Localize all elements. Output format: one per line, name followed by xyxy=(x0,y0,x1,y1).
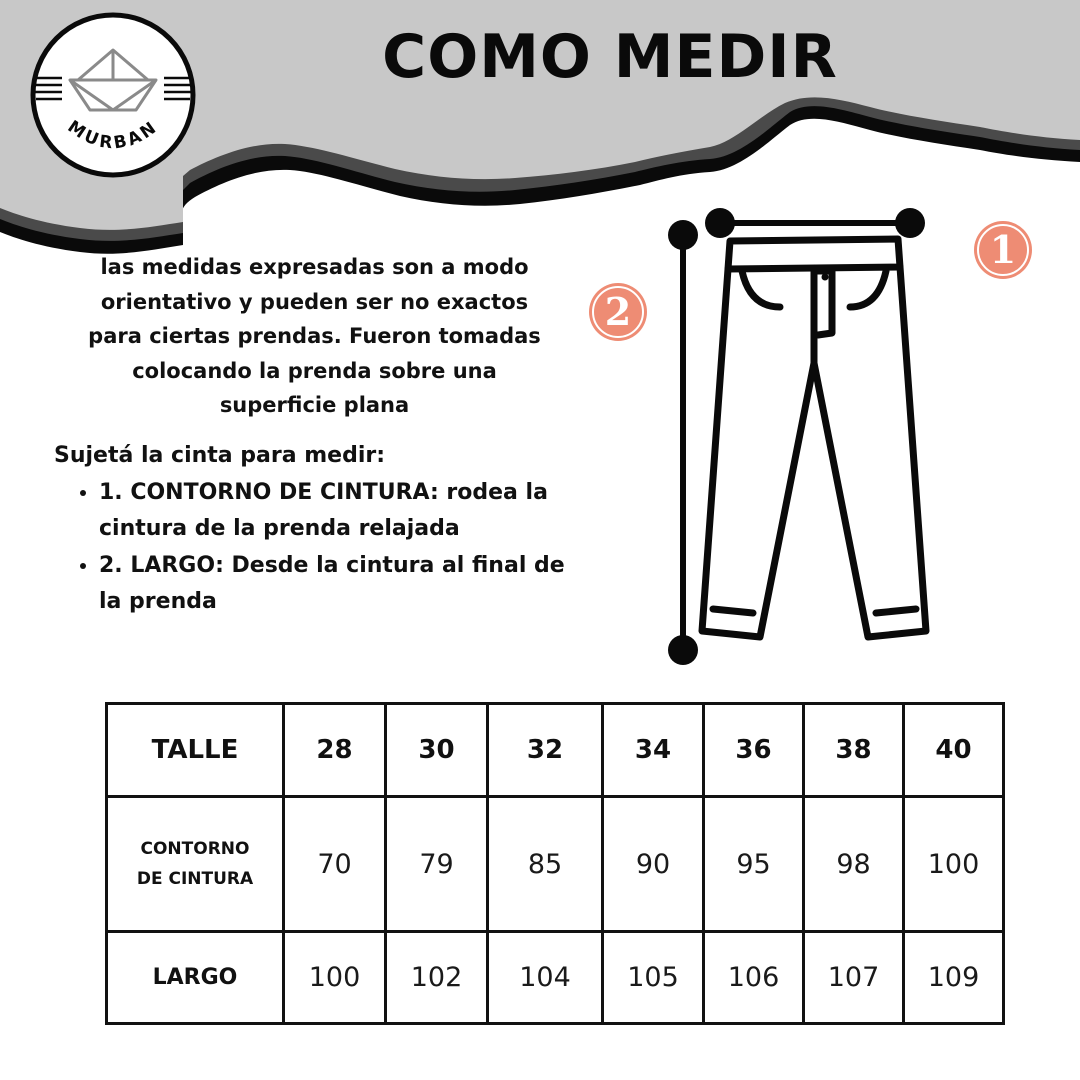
marker-1-badge xyxy=(974,221,1032,279)
button-dot xyxy=(822,274,829,281)
size-header: 32 xyxy=(488,704,603,797)
row-label-contorno xyxy=(107,797,284,932)
instructions-heading: Sujetá la cinta para medir: xyxy=(54,443,386,468)
size-header: 30 xyxy=(386,704,488,797)
table-cell: 106 xyxy=(704,932,804,1024)
step-waist: • 1. CONTORNO DE CINTURA: rodea la cintura de la prenda relajada xyxy=(99,475,594,548)
table-cell: 102 xyxy=(386,932,488,1024)
measurement-steps xyxy=(54,475,594,621)
size-header: 40 xyxy=(904,704,1004,797)
measuring-instructions xyxy=(54,438,594,621)
intro-line: orientativo y pueden ser no exactos xyxy=(100,289,529,314)
marker-2-badge xyxy=(589,283,647,341)
table-cell: 105 xyxy=(603,932,704,1024)
row-label-line: LARGO xyxy=(152,965,238,990)
table-cell: 104 xyxy=(488,932,603,1024)
table-cell: 109 xyxy=(904,932,1004,1024)
table-row-largo xyxy=(107,932,1004,1024)
table-header-row xyxy=(107,704,1004,797)
row-label-line: CONTORNO xyxy=(140,839,250,859)
table-cell: 85 xyxy=(488,797,603,932)
talle-header: TALLE xyxy=(107,704,284,797)
table-cell: 107 xyxy=(804,932,904,1024)
intro-disclaimer xyxy=(62,250,567,423)
size-chart-table xyxy=(105,702,1005,1025)
table-cell: 95 xyxy=(704,797,804,932)
table-cell: 100 xyxy=(904,797,1004,932)
waist-measure-line xyxy=(705,208,925,238)
length-measure-line xyxy=(668,220,698,665)
size-header: 28 xyxy=(284,704,386,797)
brand-name: MURBAN xyxy=(63,116,163,154)
size-header: 36 xyxy=(704,704,804,797)
size-header: 38 xyxy=(804,704,904,797)
table-row-contorno xyxy=(107,797,1004,932)
marker-1-label: 1 xyxy=(989,227,1017,272)
table-cell: 79 xyxy=(386,797,488,932)
size-header: 34 xyxy=(603,704,704,797)
murban-logo xyxy=(28,10,198,180)
table-cell: 90 xyxy=(603,797,704,932)
intro-line: superficie plana xyxy=(219,393,410,417)
intro-line: colocando la prenda sobre una xyxy=(132,358,497,383)
step-length: • 2. LARGO: Desde la cintura al final de la prenda xyxy=(99,548,594,621)
row-label-line: DE CINTURA xyxy=(136,869,254,889)
intro-line: las medidas expresadas son a modo xyxy=(100,255,529,279)
table-cell: 98 xyxy=(804,797,904,932)
intro-line: para ciertas prendas. Fueron tomadas xyxy=(88,324,541,348)
pants-measure-illustration xyxy=(580,195,1050,675)
table-cell: 70 xyxy=(284,797,386,932)
page-title: COMO MEDIR xyxy=(382,22,838,92)
pants-icon xyxy=(702,239,926,637)
row-label-largo xyxy=(107,932,284,1024)
marker-2-label: 2 xyxy=(604,289,632,334)
table-cell: 100 xyxy=(284,932,386,1024)
